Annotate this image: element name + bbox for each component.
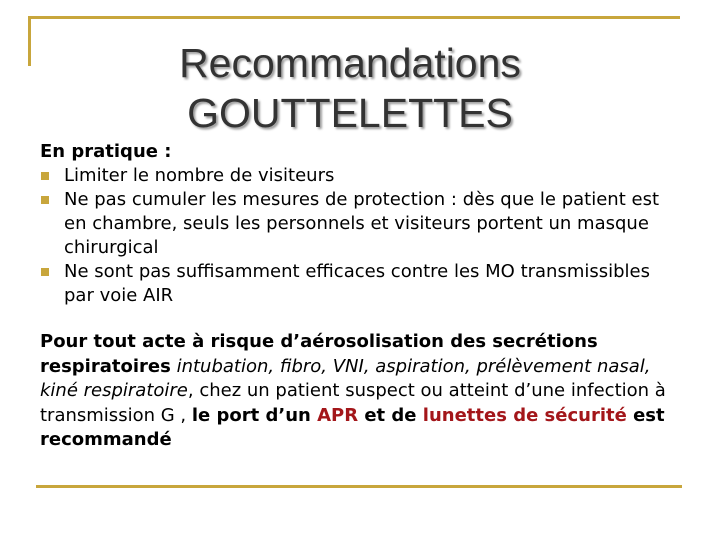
para-apr: APR (317, 404, 359, 426)
para-middle: , chez un patient suspect ou atteint d’une infection à transmission G , (40, 380, 666, 426)
para-lunettes: lunettes de sécurité (422, 404, 627, 426)
frame-top-line (28, 16, 680, 19)
bullet-text: Ne sont pas suffisamment efficaces contre les MO transmissibles par voie AIR (64, 261, 651, 306)
square-bullet-icon (41, 196, 49, 204)
para-bold-intro: Pour tout acte à risque d’aérosolisation des secrétions respiratoires (40, 331, 598, 377)
bullet-item (40, 260, 670, 308)
para-bold-and: et de (358, 404, 423, 426)
recommendation-paragraph (40, 330, 680, 453)
frame-bottom-line (36, 485, 682, 488)
section-heading: En pratique : (40, 141, 172, 162)
slide-title (120, 38, 580, 138)
bullet-item (40, 188, 670, 260)
para-italic-acts: intubation, fibro, VNI, aspiration, prélèvement nasal, kiné respiratoire (40, 355, 651, 401)
bullet-text: Ne pas cumuler les mesures de protection : dès que le patient est en chambre, seuls les personnels et visiteurs portent un masque chirurgical (64, 189, 660, 258)
title-line-2: GOUTTELETTES (187, 90, 513, 136)
square-bullet-icon (41, 172, 49, 180)
bullet-text: Limiter le nombre de visiteurs (64, 165, 335, 186)
square-bullet-icon (41, 268, 49, 276)
slide-content (40, 140, 670, 308)
title-line-1: Recommandations (179, 40, 521, 86)
frame-left-line (28, 16, 31, 66)
bullet-item (40, 164, 670, 188)
para-bold-port: le port d’un (191, 404, 318, 426)
bullet-list (40, 164, 670, 308)
para-bold-end: est recommandé (40, 404, 665, 450)
